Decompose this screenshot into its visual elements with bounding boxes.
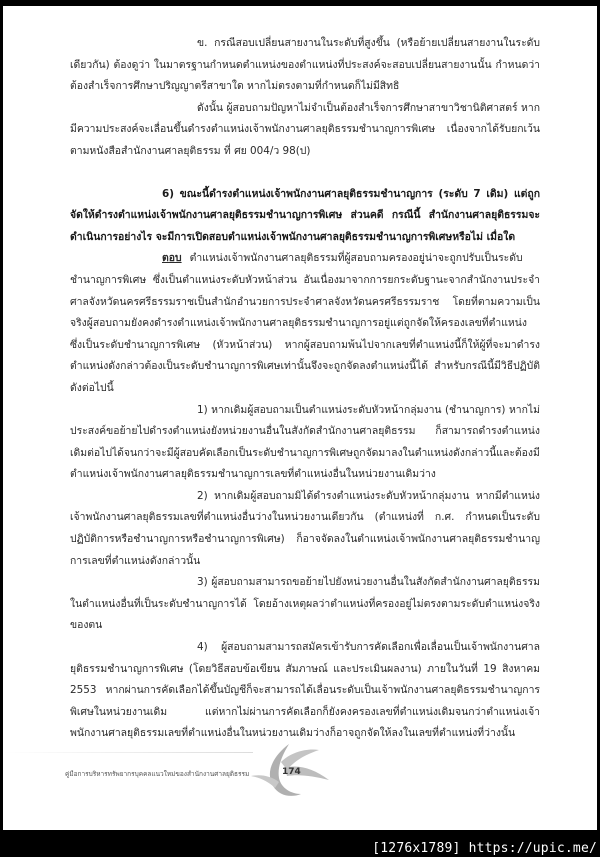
answer-text: ตำแหน่งเจ้าพนักงานศาลยุติธรรมที่ผู้สอบถามครองอยู่น่าจะถูกปรับเป็นระดับชำนาญการพิเศษ ซึ่งเป็นตำแหน่งระดับหัวหน้าส่วน อันเนื่องมาจากการยกระดับฐานะจากสำนักงานประจำศาลจังหวัดนครศรีธรรมราชเป็นสำนักอำนวยการประจำศาลจังหวัดนครศรีธรรมราช โดยที่ตามความเป็นจริงผู้สอบถามยังคงดำรงตำแหน่งเจ้าพนักงานศาลยุติธรรมชำนาญการอยู่แต่ถูกจัดให้ครองเลขที่ตำแหน่ง ซึ่งเป็นระดับชำนาญการพิเศษ (หัวหน้าส่วน) หากผู้สอบถามพ้นไปจากเลขที่ตำแหน่งนี้ก็ให้ผู้ที่จะมาดำรงตำแหน่งดังกล่าวต้องเป็นระดับชำนาญการพิเศษเท่านั้นจึงจะถูกจัดลงตำแหน่งนี้ได้ สำหรับกรณีนี้มีวิธีปฏิบัติดังต่อไปนี้ [70, 252, 540, 394]
paragraph-conclusion: ดังนั้น ผู้สอบถามปัญหาไม่จำเป็นต้องสำเร็จการศึกษาสาขาวิชานิติศาสตร์ หากมีความประสงค์จะเลื่อนขึ้นดำรงตำแหน่งเจ้าพนักงานศาลยุติธรรมชำนาญการพิเศษ เนื่องจากได้รับยกเว้นตามหนังสือสำนักงานศาลยุติธรรม ที่ ศย 004/ว 98(ป) [70, 101, 540, 157]
question-6: 6) ขณะนี้ดำรงตำแหน่งเจ้าพนักงานศาลยุติธรรมชำนาญการ (ระดับ 7 เดิม) แต่ถูกจัดให้ดำรงตำแหน่งเจ้าพนักงานศาลยุติธรรมชำนาญการพิเศษ ส่วนคดี กรณีนี้ สำนักงานศาลยุติธรรมจะดำเนินการอย่างไร จะมีการเปิดสอบตำแหน่งเจ้าพนักงานศาลยุติธรรมชำนาญการพิเศษหรือไม่ เมื่อใด [70, 187, 540, 243]
footer-divider [3, 752, 253, 753]
page-number: 174 [282, 767, 301, 777]
list-item-1: 1) หากเดิมผู้สอบถามเป็นตำแหน่งระดับหัวหน้ากลุ่มงาน (ชำนาญการ) หากไม่ประสงค์ขอย้ายไปดำรงตำแหน่งยังหน่วยงานอื่นในสังกัดสำนักงานศาลยุติธรรม ก็สามารถดำรงตำแหน่งเดิมต่อไปได้จนกว่าจะมีผู้สอบคัดเลือกเป็นระดับชำนาญการพิเศษถูกจัดมาลงในตำแหน่งดังกล่าวนี้และต้องมีตำแหน่งเจ้าพนักงานศาลยุติธรรมชำนาญการเลขที่ตำแหน่งอื่นในหน่วยงานเดิมว่าง [70, 403, 540, 481]
paragraph-kho: ข. กรณีสอบเปลี่ยนสายงานในระดับที่สูงขึ้น (หรือย้ายเปลี่ยนสายงานในระดับเดียวกัน) ต้องดูว่า ในมาตรฐานกำหนดตำแหน่งของตำแหน่งที่ประสงค์จะสอบเปลี่ยนสายงานนั้น กำหนดว่าต้องสำเร็จการศึกษาปริญญาตรีสาขาใด หากไม่ตรงตามที่กำหนดก็ไม่มีสิทธิ [70, 37, 540, 93]
answer-label: ตอบ [162, 252, 182, 265]
spacer [70, 163, 540, 184]
page-footer [3, 738, 597, 828]
list-item-3: 3) ผู้สอบถามสามารถขอย้ายไปยังหน่วยงานอื่นในสังกัดสำนักงานศาลยุติธรรมในตำแหน่งอื่นที่เป็นระดับชำนาญการได้ โดยอ้างเหตุผลว่าตำแหน่งที่ครองอยู่ไม่ตรงตามระดับตำแหน่งจริงของตน [70, 576, 540, 632]
document-body [70, 33, 540, 745]
document-page [3, 6, 597, 830]
list-item-2: 2) หากเดิมผู้สอบถามมิได้ดำรงตำแหน่งระดับหัวหน้ากลุ่มงาน หากมีตำแหน่งเจ้าพนักงานศาลยุติธรรมเลขที่ตำแหน่งอื่นว่างในหน่วยงานเดียวกัน (ตำแหน่งที่ ก.ศ. กำหนดเป็นระดับปฏิบัติการหรือชำนาญการหรือชำนาญการพิเศษ) ก็อาจจัดลงในตำแหน่งเจ้าพนักงานศาลยุติธรรมชำนาญการเลขที่ตำแหน่งดังกล่าวนั้น [70, 489, 540, 567]
answer-paragraph [70, 248, 540, 399]
image-watermark: [1276x1789] https://upic.me/ [372, 841, 597, 856]
list-item-4: 4) ผู้สอบถามสามารถสมัครเข้ารับการคัดเลือกเพื่อเลื่อนเป็นเจ้าพนักงานศาลยุติธรรมชำนาญการพิเศษ (โดยวิธีสอบข้อเขียน สัมภาษณ์ และประเมินผลงาน) ภายในวันที่ 19 สิงหาคม 2553 หากผ่านการคัดเลือกได้ขึ้นบัญชีก็จะสามารถได้เลื่อนระดับเป็นเจ้าพนักงานศาลยุติธรรมชำนาญการพิเศษในหน่วยงานเดิม แต่หากไม่ผ่านการคัดเลือกก็ยังคงครองเลขที่ตำแหน่งเดิมจนกว่าตำแหน่งเจ้าพนักงานศาลยุติธรรมเลขที่ตำแหน่งอื่นในหน่วยงานเดิมว่างก็อาจถูกจัดให้ลงในเลขที่ตำแหน่งที่ว่างนั้น [70, 641, 540, 740]
footer-book-title: คู่มือการบริหารทรัพยากรบุคคลแนวใหม่ของสำนักงานศาลยุติธรรม [65, 770, 250, 778]
